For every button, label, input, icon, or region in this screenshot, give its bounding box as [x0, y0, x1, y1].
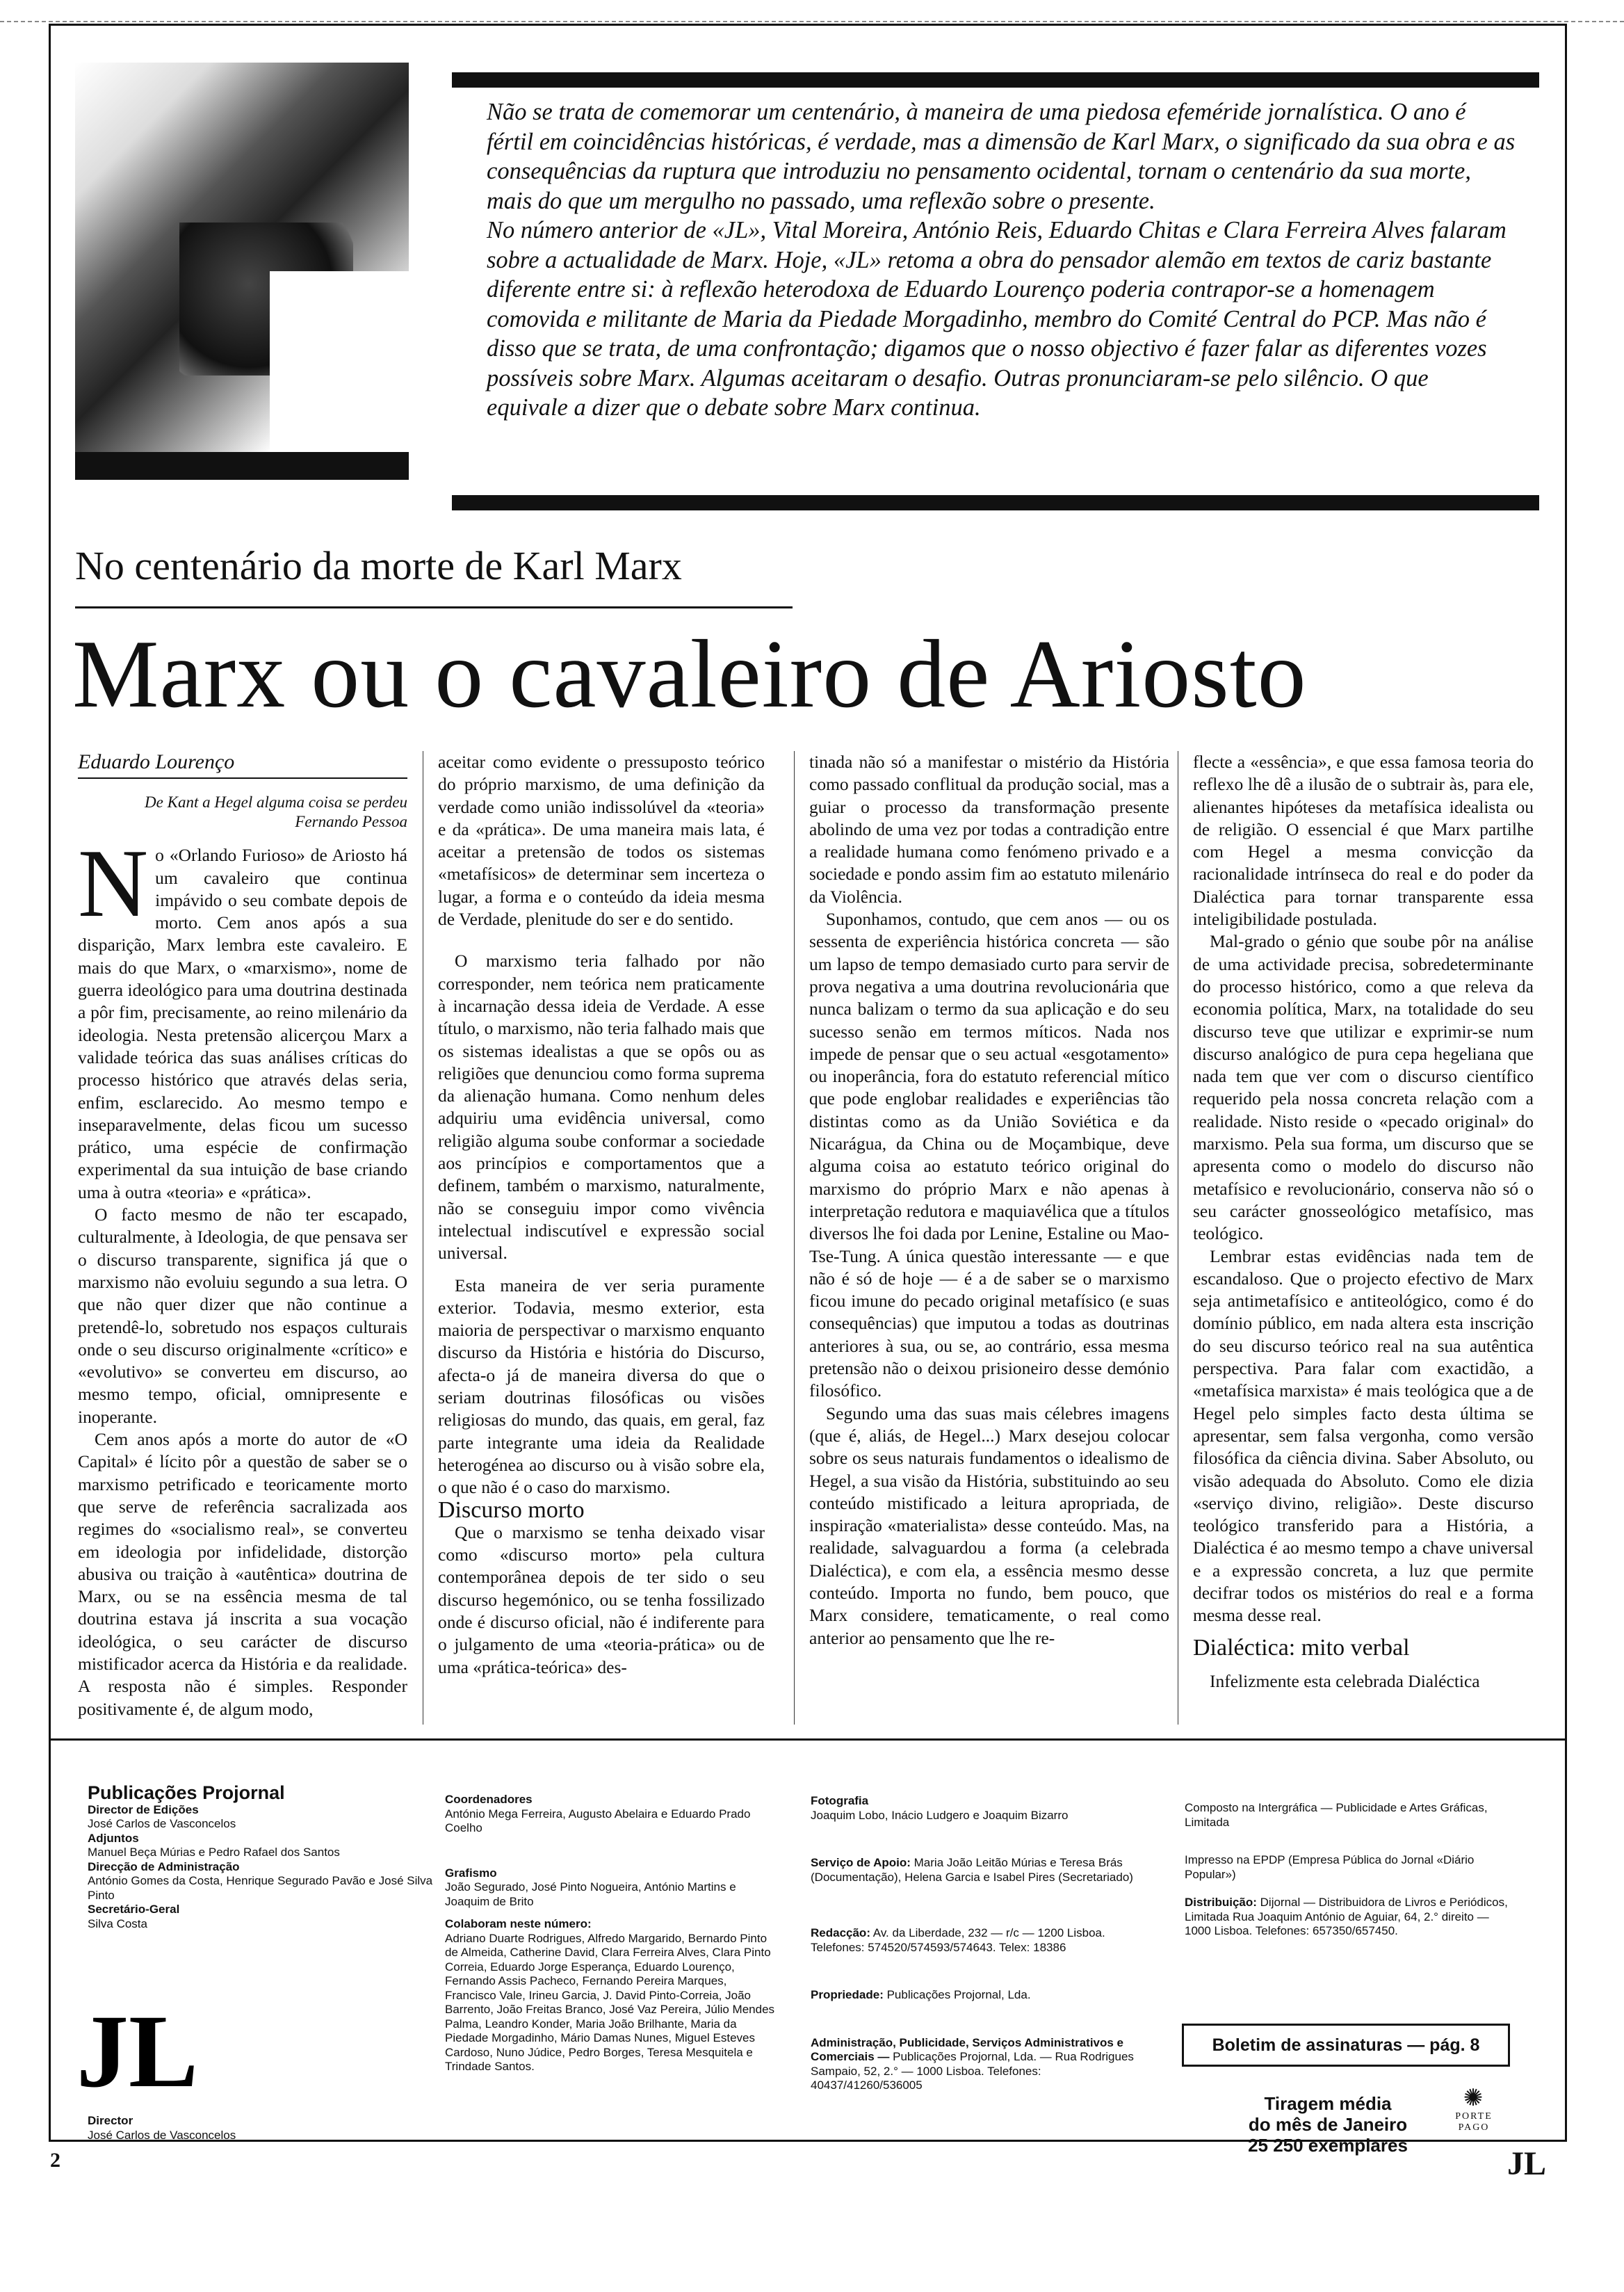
masthead-value: Composto na Intergráfica — Publicidade e Artes Gráficas, Limitada	[1185, 1801, 1488, 1829]
byline: Eduardo Lourenço	[78, 751, 407, 779]
masthead-value: António Mega Ferreira, Augusto Abelaira e Eduardo Prado Coelho	[445, 1807, 751, 1834]
drop-cap: N	[78, 830, 149, 938]
column-4	[1193, 751, 1534, 1693]
col2-paragraph: Que o marxismo se tenha deixado visar como «discurso morto» pela cultura contemporânea depois de ter sido o seu discurso hegemónico, ou se tenha fossilizado onde é discurso oficial, não é indiferente para o julgamento de uma «teoria-prática» ou de uma «prática-teórica» des-	[438, 1522, 765, 1677]
masthead-value: António Gomes da Costa, Henrique Segurado Pavão e José Silva Pinto	[88, 1874, 433, 1902]
epigraph-quote: De Kant a Hegel alguma coisa se perdeu	[145, 793, 407, 812]
masthead-value: José Carlos de Vasconcelos	[88, 1817, 236, 1830]
subscription-box: Boletim de assinaturas — pág. 8	[1182, 2024, 1510, 2067]
subhead-dialectica: Dialéctica: mito verbal	[1193, 1634, 1410, 1661]
stamp-emblem-icon: ✺	[1463, 2085, 1485, 2111]
masthead-heading: Coordenadores	[445, 1793, 533, 1806]
masthead-value: Impresso na EPDP (Empresa Pública do Jornal «Diário Popular»)	[1185, 1853, 1475, 1881]
masthead-block-3	[811, 1794, 1144, 2093]
circulation	[1224, 2093, 1432, 2156]
masthead-heading: Fotografia	[811, 1794, 869, 1807]
masthead-rule	[49, 1738, 1565, 1741]
column-1	[78, 751, 407, 1720]
masthead-heading: Adjuntos	[88, 1831, 139, 1845]
masthead-director	[88, 2114, 366, 2142]
masthead-block-4	[1185, 1801, 1511, 1939]
masthead-value: João Segurado, José Pinto Nogueira, António Martins e Joaquim de Brito	[445, 1880, 736, 1908]
masthead-block-1	[88, 1782, 435, 1931]
masthead-heading: Director de Edições	[88, 1802, 199, 1816]
circulation-line: Tiragem média	[1264, 2093, 1392, 2114]
intro-paragraph-2: No número anterior de «JL», Vital Moreira, António Reis, Eduardo Chitas e Clara Ferreira Alves falaram sobre a actualidade de Marx. Hoje, «JL» retoma a obra do pensador alemão em textos de cariz bastante diferente entre si: à reflexão heterodoxa de Eduardo Lourenço poderia contrapor-se a homenagem comovida e militante de Maria da Piedade Morgadinho, membro do Comité Central do PCP. Mas não é disso que se trata, de uma confrontação; digamos que o nosso objectivo é fazer falar as diferentes vozes possíveis sobre Marx. Algumas aceitaram o desafio. Outras pronunciaram-se pelo silêncio. O que equivale a dizer que o debate sobre Marx continua.	[487, 217, 1507, 421]
column-3	[809, 751, 1169, 1649]
masthead-heading: Distribuição:	[1185, 1896, 1257, 1909]
col2-paragraph: Esta maneira de ver seria puramente exterior. Todavia, mesmo exterior, esta maioria de perspectivar o marxismo enquanto discurso da História e história do Discurso, afecta-o já de maneira diversa do que o seriam doutrinas filosóficas ou visões religiosas do mundo, das quais, em geral, faz parte integrante uma ideia da Realidade heterogénea ao discurso ou à visão sobre ela, o que não é o caso do marxismo.	[438, 1275, 765, 1498]
col3-paragraph: Suponhamos, contudo, que cem anos — ou os sessenta de experiência histórica concreta — são um lapso de tempo demasiado curto para servir de prova negativa a uma doutrina revolucionária que nunca balizam o termo da sua aplicação e do seu sucesso senão em termos míticos. Nada nos impede de pensar que o seu actual «esgotamento» ou inoperância, fora do estatuto referencial mítico que pode englobar realidades e experiências tão distintas como as da União Soviética e da Nicarágua, da China ou de Moçambique, deve alguma coisa ao estatuto teórico original do marxismo do próprio Marx e não apenas à interpretação redutora e maquiavélica que a títulos diversos lhe foi dada por Lenine, Estaline ou Mao-Tse-Tung. A única questão interessante — e que não é só de hoje — é a de saber se o marxismo ficou imune do pecado original metafísico (e suas consequências) que imputou a todas as doutrinas anteriores à sua, ou se, ao contrário, essa mesma pretensão não o deixou prisioneiro desse demónio filosófico.	[809, 909, 1169, 1401]
circulation-line: 25 250 exemplares	[1248, 2135, 1408, 2156]
circulation-line: do mês de Janeiro	[1248, 2114, 1408, 2135]
masthead-block-2	[445, 1793, 779, 2074]
jl-logo-text: JL	[76, 2003, 199, 2093]
col2-paragraph: aceitar como evidente o pressuposto teórico do próprio marxismo, de uma definição da verdade como união indissolúvel da «teoria» e da «prática». De uma maneira mais lata, é aceitar a pretensão de todos os sistemas «metafísicos» de determinar sem incerteza o lugar, a forma e o conteúdo da ideia mesma de Verdade, plenitude do ser e do sentido.	[438, 752, 765, 930]
col2-paragraph: O marxismo teria falhado por não corresponder, nem teórica nem praticamente à incarnação dessa ideia de Verdade. A esse título, o marxismo, não teria falhado mais que os sistemas idealistas a que se opôs ou as religiões que denunciou como forma suprema da alienação humana. Como nenhum deles adquiriu uma evidência universal, como religião alguma soube conformar a sociedade aos princípios e comportamentos que a definem, também o marxismo, naturalmente, não se conseguiu impor como vivência intelectual indiscutível e expressão social universal.	[438, 951, 765, 1264]
intro-paragraph-1: Não se trata de comemorar um centenário, à maneira de uma piedosa efeméride jornalística. O ano é fértil em coincidências históricas, é verdade, mas a dimensão de Karl Marx, o significado da sua obra e as consequências da ruptura que introduziu no pensamento ocidental, tornam o centenário da sua morte, mais do que um mergulho no passado, uma reflexão sobre o presente.	[487, 99, 1516, 214]
col1-paragraph: O facto mesmo de não ter escapado, culturalmente, à Ideologia, de que pensava ser o discurso transparente, significa já que o marxismo não evoluiu segundo a sua letra. O que não quer dizer que não continue a pretendê-lo, sobretudo nos espaços culturais onde o seu discurso originalmente «crítico» e «evolutivo» se converteu em discurso, ao mesmo tempo, oficial, omnipresente e inoperante.	[78, 1204, 407, 1427]
stamp-line: PORTE	[1455, 2111, 1493, 2122]
masthead-heading: Grafismo	[445, 1866, 497, 1880]
col3-paragraph: tinada não só a manifestar o mistério da História como passado conflitual da produção social, mas a guiar o processo da transformação presente abolindo de uma vez por todas a contradição entre a realidade humana como fenómeno privado e a sociedade e pondo assim fim ao estatuto milenário da Violência.	[809, 752, 1169, 907]
masthead-value: Maria João Leitão Múrias e Teresa Brás (Documentação), Helena Garcia e Isabel Pires (Secretariado)	[811, 1856, 1133, 1884]
page-number: 2	[50, 2149, 60, 2172]
masthead-value: Publicações Projornal, Lda.	[886, 1988, 1031, 2001]
subhead-discurso-morto: Discurso morto	[438, 1496, 585, 1523]
jl-logo	[76, 2003, 264, 2093]
top-crop-edge	[0, 0, 1624, 22]
publisher: Publicações Projornal	[88, 1782, 285, 1803]
masthead-heading: Propriedade:	[811, 1988, 884, 2001]
column-divider	[794, 751, 795, 1725]
column-2	[438, 751, 765, 1679]
masthead-value: Dijornal — Distribuidora de Livros e Periódicos, Limitada Rua Joaquim António de Aguiar, 64, 2.° direito — 1000 Lisboa. Telefones: 657350/657450.	[1185, 1896, 1508, 1937]
stamp-line: PAGO	[1458, 2122, 1490, 2133]
col4-paragraph: Lembrar estas evidências nada tem de escandaloso. Que o projecto efectivo de Marx seja antimetafísico e antiteológico, como é do domínio público, em nada altera esta inscrição do seu discurso teórico real na sua autêntica perspectiva. Para falar com exactidão, a «metafísica marxista» é mais teológica que a de Hegel pelo simples facto desta última se apresentar, sem falsa vergonha, como versão filosófica da ciência divina. Saber Absoluto, ou visão adequada do Absoluto. Como ele dizia «serviço divino, religião». Deste discurso teológico transferido para a História, a Dialéctica é ao mesmo tempo a chave universal e a expressão concreta, a luz que permite decifrar todos os mistérios do real e a forma mesma desse real.	[1193, 1245, 1534, 1626]
masthead-heading: Administração, Publicidade, Serviços Administrativos e Comerciais —	[811, 2035, 1124, 2063]
portrait-dark-band	[75, 452, 409, 480]
epigraph-author: Fernando Pessoa	[295, 813, 407, 831]
masthead-value: Adriano Duarte Rodrigues, Alfredo Margarido, Bernardo Pinto de Almeida, Catherine David, Clara Ferreira Alves, Clara Pinto Correia, Eduardo Jorge Esperança, Eduardo Lourenço, Fernando Assis Pacheco, Fernando Pereira Marques, Francisco Vale, Irineu Garcia, J. David Pinto-Correia, João Barrento, João Freitas Branco, José Vaz Pereira, Júlio Mendes Palma, Leandro Konder, Maria João Brilhante, Maria da Piedade Morgadinho, Mário Damas Nunes, Miguel Esteves Cardoso, Nuno Júdice, Pedro Borges, Teresa Mesquitela e Trindade Santos.	[445, 1931, 775, 2073]
masthead-value: Joaquim Lobo, Inácio Ludgero e Joaquim Bizarro	[811, 1808, 1069, 1822]
masthead-heading: Director	[88, 2114, 133, 2127]
headline: Marx ou o cavaleiro de Ariosto	[72, 620, 1307, 728]
masthead-value: Av. da Liberdade, 232 — r/c — 1200 Lisboa. Telefones: 574520/574593/574643. Telex: 18386	[811, 1926, 1105, 1954]
masthead-value: Publicações Projornal, Lda. — Rua Rodrigues Sampaio, 52, 2.° — 1000 Lisboa. Telefones: 40437/41260/536005	[811, 2050, 1134, 2092]
epigraph	[78, 793, 407, 832]
masthead-heading: Redacção:	[811, 1926, 870, 1939]
intro-text	[487, 97, 1516, 423]
kicker: No centenário da morte de Karl Marx	[75, 543, 682, 588]
intro-bottom-bar	[452, 495, 1539, 510]
portrait-highlight	[270, 271, 409, 480]
masthead-value: Manuel Beça Múrias e Pedro Rafael dos Santos	[88, 1846, 340, 1859]
col4-paragraph: flecte a «essência», e que essa famosa teoria do reflexo lhe dê a ilusão de o subtrair às, para ele, alienantes hipóteses da metafísica idealista ou de religião. O essencial é que Marx partilhe com Hegel a mesma convicção da racionalidade intrínseca do real e do poder da Dialéctica para tornar transparente essa inteligibilidade postulada.	[1193, 752, 1534, 930]
masthead-heading: Serviço de Apoio:	[811, 1856, 911, 1869]
col3-paragraph: Segundo uma das suas mais célebres imagens (que é, aliás, de Hegel...) Marx desejou colocar sobre os seus naturais fundamentos o idealismo de Hegel, a sua visão da História, substituindo ao seu conteúdo mistificado a leitura apropriada, de inspiração «materialista» desse conteúdo. Mas, na realidade, salvaguardou a forma (a celebrada Dialéctica), e com ela, a essência mesmo desse conteúdo. Importa no fundo, bem pouco, que Marx considere, tematicamente, o real como anterior ao pensamento que lhe re-	[809, 1403, 1169, 1648]
col4-paragraph: Mal-grado o génio que soube pôr na análise de uma actividade precisa, sobredeterminante do processo histórico, como a que releva da economia política, Marx, na totalidade do seu discurso teve que utilizar e exprimir-se num discurso analógico de pura cepa hegeliana que nada tem que ver com o discurso científico requerido pela nossa concreta relação com a realidade. Nisto reside o «pecado original» do marxismo. Pela sua forma, um discurso que se apresenta como o modelo do discurso não metafísico e revolucionário, conserva não só o seu carácter gnosseológico metafísico, mas teológico.	[1193, 931, 1534, 1244]
footer-jl-logo: JL	[1507, 2145, 1547, 2182]
masthead-heading: Direcção de Administração	[88, 1859, 240, 1873]
masthead-heading: Colaboram neste número:	[445, 1917, 592, 1930]
col1-paragraph: No «Orlando Furioso» de Ariosto há um cavaleiro que continua impávido o seu combate depois de morto. Cem anos após a sua disparição, Marx lembra este cavaleiro. E mais do que Marx, o «marxismo», nome de guerra ideológico para uma doutrina destinada a pôr fim, precisamente, ao reino milenário da ideologia. Nesta pretensão alicerçou Marx a validade teórica das suas análises críticas do processo histórico que através delas seria, enfim, esclarecido. Ao mesmo tempo e inseparavelmente, delas ficou um sucesso prático, uma espécie de confirmação experimental da sua intuição de base criando uma à outra «teoria» e «prática».	[78, 830, 407, 1202]
porte-pago-stamp	[1432, 2086, 1516, 2133]
col1-paragraph: Cem anos após a morte do autor de «O Capital» é lícito pôr a questão de saber se o marxismo petrificado e teoricamente morto que serve de referência sacralizada aos regimes do «socialismo real», se converteu em ideologia por infidelidade, distorção abusiva ou traição à «autêntica» doutrina de Marx, ou se na essência mesma de tal doutrina estava já inscrita a sua vocação ideológica, o seu carácter de discurso mistificador acerca da História e da realidade. A resposta não é simples. Responder positivamente é, de algum modo,	[78, 1429, 407, 1719]
col4-paragraph: Infelizmente esta celebrada Dialéctica	[1210, 1670, 1480, 1691]
masthead-value: Silva Costa	[88, 1916, 147, 1930]
masthead-value: José Carlos de Vasconcelos	[88, 2128, 236, 2142]
masthead-heading: Secretário-Geral	[88, 1903, 180, 1916]
intro-top-bar	[452, 72, 1539, 88]
karl-marx-portrait	[75, 63, 409, 480]
kicker-rule	[75, 606, 793, 608]
